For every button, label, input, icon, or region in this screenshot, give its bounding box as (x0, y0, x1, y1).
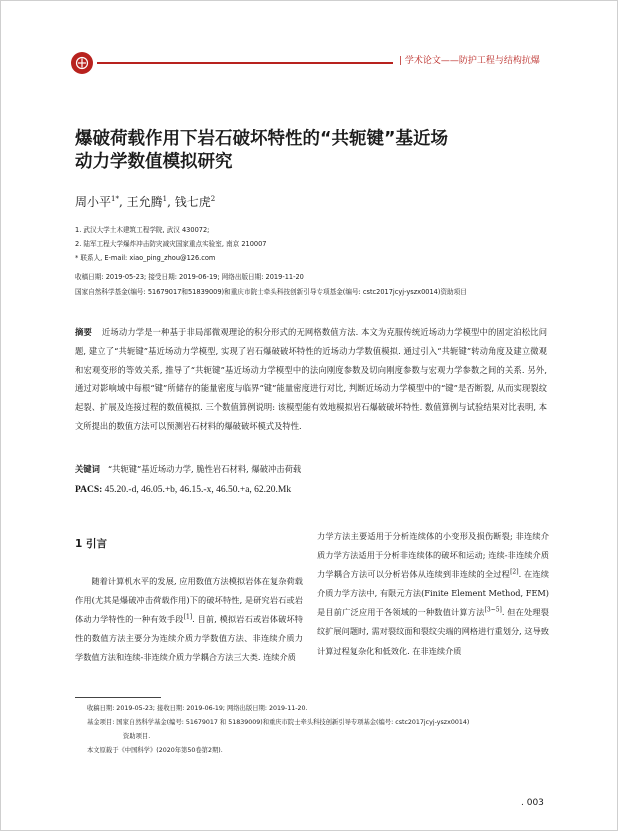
keywords-text: “共轭键”基近场动力学, 脆性岩石材料, 爆破冲击荷载 (107, 464, 302, 474)
keywords (75, 463, 301, 475)
funding-line: 国家自然科学基金(编号: 51679017和51839009)和重庆市院士牵头科技创新引导专项基金(编号: cstc2017jcyj-yszx0014)资助项目 (75, 288, 467, 296)
citation: [3~5] (484, 606, 502, 614)
citation: [1] (183, 613, 193, 621)
section-label: | 学术论文——防护工程与结构抗爆 (399, 56, 540, 66)
abstract-text: 近场动力学是一种基于非局部微观理论的积分形式的无网格数值方法. 本文为克服传统近场动力学模型中的固定泊松比问题, 建立了“共轭键”基近场动力学模型, 实现了岩石爆破破坏特性的近场动力学数值模拟. 通过引入“共轭键”转动角度及建立微观和宏观变形的等效关系, 推导了“共轭键”基近场动力学模型中的法向刚度参数及切向刚度参数与宏观力学参数之间的关系. 另外, 通过对影响域中每根“键”所储存的能量密度与临界“键”能量密度进行对比, 判断近场动力学模型中的“键”是否断裂, 从而实现裂纹起裂、扩展及连接过程的数值模拟. 三个数值算例说明: 该模型能有效地模拟岩石爆破破坏特性. 数值算例与试验结果对比表明, 本文所提出的数值方法可以预测岩石材料的爆破破坏模式及特性. (75, 327, 547, 431)
author-affiliation-mark: 1* (111, 195, 119, 203)
paper-title (75, 128, 555, 174)
header-rule (97, 62, 393, 64)
abstract-label: 摘要 (75, 327, 92, 337)
footnote-dates: 收稿日期: 2019-05-23; 接收日期: 2019-06-19; 网络出版日期: 2019-11-20. (87, 705, 308, 712)
journal-logo-icon (71, 52, 93, 74)
pacs-codes (75, 485, 291, 495)
footnote-rule (75, 697, 161, 698)
affiliation-2: 2. 陆军工程大学爆炸冲击防灾减灾国家重点实验室, 南京 210007 (75, 240, 267, 248)
citation: [2] (510, 568, 519, 576)
author-affiliation-mark: 2 (210, 195, 216, 203)
footnote-source: 本文原载于《中国科学》(2020年第50卷第2期). (87, 747, 223, 754)
footnote-funding: 基金项目: 国家自然科学基金(编号: 51679017 和 51839009)和重庆市院士牵头科技创新引导专项基金(编号: cstc2017jcyj-yszx0014) (87, 719, 470, 726)
title-line-1: 爆破荷载作用下岩石破坏特性的“共轭键”基近场 (75, 129, 449, 149)
pacs-label: PACS: (75, 485, 103, 495)
received-dates: 收稿日期: 2019-05-23; 接受日期: 2019-06-19; 网络出版日期: 2019-11-20 (75, 273, 304, 281)
page-number: . 003 (521, 798, 544, 808)
author-affiliation-mark: 1 (162, 195, 168, 203)
keywords-label: 关键词 (75, 464, 100, 474)
body-column-left: 随着计算机水平的发展, 应用数值方法模拟岩体在复杂荷载作用(尤其是爆破冲击荷载作用)下的破坏特性, 是研究岩石或岩体动力学特性的一种有效手段[1]. 目前, 模拟岩石或岩体破坏特性的数值方法主要分为连续介质力学数值方法、非连续介质力学数值方法和连续-非连续介质力学耦合方法三大类. 连续介质 (75, 576, 303, 663)
author-name: 周小平 (75, 195, 112, 209)
body-column-right: 力学方法主要适用于分析连续体的小变形及损伤断裂; 非连续介质力学方法适用于分析非连续体的破坏和运动; 连续-非连续介质力学耦合方法可以分析岩体从连续到非连续的全过程[2]. 在连续介质力学方法中, 有限元方法(Finite Element Method, FEM)是目前广泛应用于各领域的一种数值计算方法[3~5]. 但在处理裂纹扩展问题时, 需对裂纹面和裂纹尖端的网格进行重划分, 这导致计算过程复杂化和低效化. 在非连续介质 (317, 531, 549, 656)
author-list: 周小平$^{1*}$, 王允腾$^1$, 钱七虎$^2$ (75, 195, 216, 209)
contact-email: * 联系人, E-mail: xiao_ping_zhou@126.com (75, 254, 216, 262)
title-line-2: 动力学数值模拟研究 (75, 152, 233, 172)
footnote-funding-cont: 资助项目. (123, 733, 151, 740)
author-name: 王允腾 (126, 195, 163, 209)
affiliation-1: 1. 武汉大学土木建筑工程学院, 武汉 430072; (75, 226, 210, 234)
section-heading: 1 引言 (75, 538, 107, 550)
pacs-text: 45.20.-d, 46.05.+b, 46.15.-x, 46.50.+a, 62.20.Mk (104, 485, 292, 495)
author-name: 钱七虎 (174, 195, 211, 209)
abstract (75, 323, 547, 436)
